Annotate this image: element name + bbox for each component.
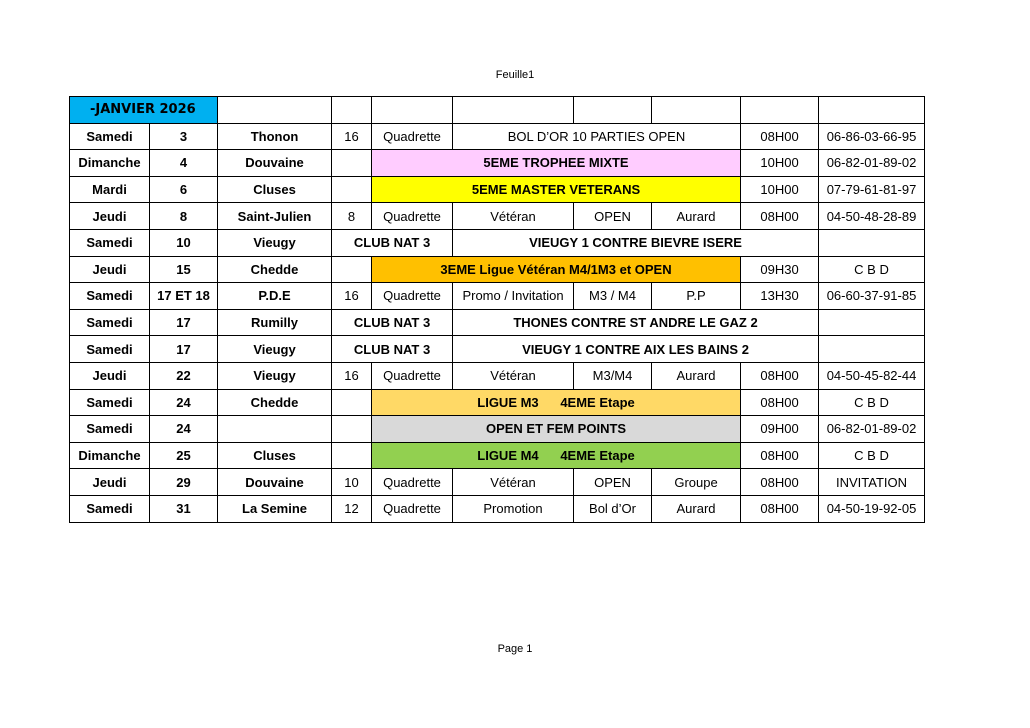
category-cell: BOL D’OR 10 PARTIES OPEN: [453, 123, 741, 150]
teams-cell: 8: [332, 203, 372, 230]
type-cell: Quadrette: [372, 469, 453, 496]
place-cell: Rumilly: [218, 309, 332, 336]
contact-cell: 04-50-19-92-05: [819, 495, 925, 522]
extra-cell: P.P: [652, 283, 741, 310]
time-cell: 08H00: [741, 123, 819, 150]
teams-cell: 16: [332, 283, 372, 310]
date-cell: 25: [150, 442, 218, 469]
extra-cell: Aurard: [652, 495, 741, 522]
club-cell: CLUB NAT 3: [332, 229, 453, 256]
teams-cell: 10: [332, 469, 372, 496]
table-row: [70, 389, 925, 416]
day-cell: Samedi: [70, 309, 150, 336]
table-row: [70, 416, 925, 443]
schedule-table: [69, 96, 925, 523]
teams-cell: 16: [332, 123, 372, 150]
date-cell: 24: [150, 416, 218, 443]
time-cell: 08H00: [741, 389, 819, 416]
date-cell: 15: [150, 256, 218, 283]
contact-cell: 06-82-01-89-02: [819, 416, 925, 443]
sheet-title: Feuille1: [495, 69, 535, 81]
date-cell: 17: [150, 336, 218, 363]
table-row: [70, 283, 925, 310]
day-cell: Samedi: [70, 416, 150, 443]
day-cell: Samedi: [70, 495, 150, 522]
time-cell: 08H00: [741, 495, 819, 522]
event-cell: LIGUE M4 4EME Etape: [372, 442, 741, 469]
contact-cell: C B D: [819, 442, 925, 469]
day-cell: Samedi: [70, 389, 150, 416]
date-cell: 6: [150, 176, 218, 203]
contact-cell: INVITATION: [819, 469, 925, 496]
month-header-row: [70, 97, 925, 124]
level-cell: M3 / M4: [574, 283, 652, 310]
match-cell: VIEUGY 1 CONTRE AIX LES BAINS 2: [453, 336, 819, 363]
contact-cell: 06-86-03-66-95: [819, 123, 925, 150]
type-cell: Quadrette: [372, 362, 453, 389]
event-cell: 5EME TROPHEE MIXTE: [372, 150, 741, 177]
place-cell: P.D.E: [218, 283, 332, 310]
place-cell: Saint-Julien: [218, 203, 332, 230]
day-cell: Mardi: [70, 176, 150, 203]
place-cell: Vieugy: [218, 336, 332, 363]
time-cell: 08H00: [741, 442, 819, 469]
contact-cell: 06-82-01-89-02: [819, 150, 925, 177]
date-cell: 22: [150, 362, 218, 389]
place-cell: Cluses: [218, 442, 332, 469]
type-cell: Quadrette: [372, 283, 453, 310]
contact-cell: 06-60-37-91-85: [819, 283, 925, 310]
day-cell: Samedi: [70, 336, 150, 363]
level-cell: M3/M4: [574, 362, 652, 389]
type-cell: Quadrette: [372, 203, 453, 230]
day-cell: Jeudi: [70, 469, 150, 496]
date-cell: 31: [150, 495, 218, 522]
level-cell: Bol d’Or: [574, 495, 652, 522]
contact-cell: 04-50-45-82-44: [819, 362, 925, 389]
contact-cell: C B D: [819, 389, 925, 416]
place-cell: Cluses: [218, 176, 332, 203]
place-cell: [218, 416, 332, 443]
category-cell: Promo / Invitation: [453, 283, 574, 310]
contact-cell: 04-50-48-28-89: [819, 203, 925, 230]
date-cell: 10: [150, 229, 218, 256]
date-cell: 24: [150, 389, 218, 416]
extra-cell: Aurard: [652, 203, 741, 230]
contact-cell: C B D: [819, 256, 925, 283]
date-cell: 29: [150, 469, 218, 496]
club-cell: CLUB NAT 3: [332, 309, 453, 336]
table-row: [70, 362, 925, 389]
event-cell: 3EME Ligue Vétéran M4/1M3 et OPEN: [372, 256, 741, 283]
teams-cell: 16: [332, 362, 372, 389]
extra-cell: Groupe: [652, 469, 741, 496]
day-cell: Samedi: [70, 229, 150, 256]
place-cell: Vieugy: [218, 229, 332, 256]
category-cell: Promotion: [453, 495, 574, 522]
day-cell: Samedi: [70, 123, 150, 150]
time-cell: 10H00: [741, 150, 819, 177]
place-cell: La Semine: [218, 495, 332, 522]
table-row: [70, 123, 925, 150]
type-cell: Quadrette: [372, 495, 453, 522]
time-cell: 08H00: [741, 362, 819, 389]
date-cell: 8: [150, 203, 218, 230]
place-cell: Douvaine: [218, 150, 332, 177]
day-cell: Dimanche: [70, 150, 150, 177]
time-cell: 13H30: [741, 283, 819, 310]
day-cell: Jeudi: [70, 203, 150, 230]
category-cell: Vétéran: [453, 469, 574, 496]
table-row: [70, 176, 925, 203]
date-cell: 4: [150, 150, 218, 177]
category-cell: Vétéran: [453, 362, 574, 389]
table-row: [70, 442, 925, 469]
match-cell: VIEUGY 1 CONTRE BIEVRE ISERE: [453, 229, 819, 256]
table-row: [70, 336, 925, 363]
day-cell: Jeudi: [70, 362, 150, 389]
teams-cell: 12: [332, 495, 372, 522]
table-row: [70, 150, 925, 177]
place-cell: Douvaine: [218, 469, 332, 496]
table-row: [70, 495, 925, 522]
table-row: [70, 203, 925, 230]
day-cell: Dimanche: [70, 442, 150, 469]
type-cell: Quadrette: [372, 123, 453, 150]
contact-cell: 07-79-61-81-97: [819, 176, 925, 203]
level-cell: OPEN: [574, 469, 652, 496]
place-cell: Thonon: [218, 123, 332, 150]
date-cell: 17: [150, 309, 218, 336]
club-cell: CLUB NAT 3: [332, 336, 453, 363]
time-cell: 09H30: [741, 256, 819, 283]
time-cell: 08H00: [741, 203, 819, 230]
day-cell: Jeudi: [70, 256, 150, 283]
place-cell: Chedde: [218, 256, 332, 283]
table-row: [70, 469, 925, 496]
place-cell: Chedde: [218, 389, 332, 416]
extra-cell: Aurard: [652, 362, 741, 389]
time-cell: 08H00: [741, 469, 819, 496]
date-cell: 3: [150, 123, 218, 150]
match-cell: THONES CONTRE ST ANDRE LE GAZ 2: [453, 309, 819, 336]
time-cell: 09H00: [741, 416, 819, 443]
table-row: [70, 229, 925, 256]
day-cell: Samedi: [70, 283, 150, 310]
date-cell: 17 ET 18: [150, 283, 218, 310]
event-cell: OPEN ET FEM POINTS: [372, 416, 741, 443]
time-cell: 10H00: [741, 176, 819, 203]
table-row: [70, 256, 925, 283]
table-row: [70, 309, 925, 336]
place-cell: Vieugy: [218, 362, 332, 389]
event-cell: 5EME MASTER VETERANS: [372, 176, 741, 203]
page-footer: Page 1: [497, 643, 533, 655]
month-header: -JANVIER 2026: [70, 97, 218, 124]
category-cell: Vétéran: [453, 203, 574, 230]
level-cell: OPEN: [574, 203, 652, 230]
event-cell: LIGUE M3 4EME Etape: [372, 389, 741, 416]
